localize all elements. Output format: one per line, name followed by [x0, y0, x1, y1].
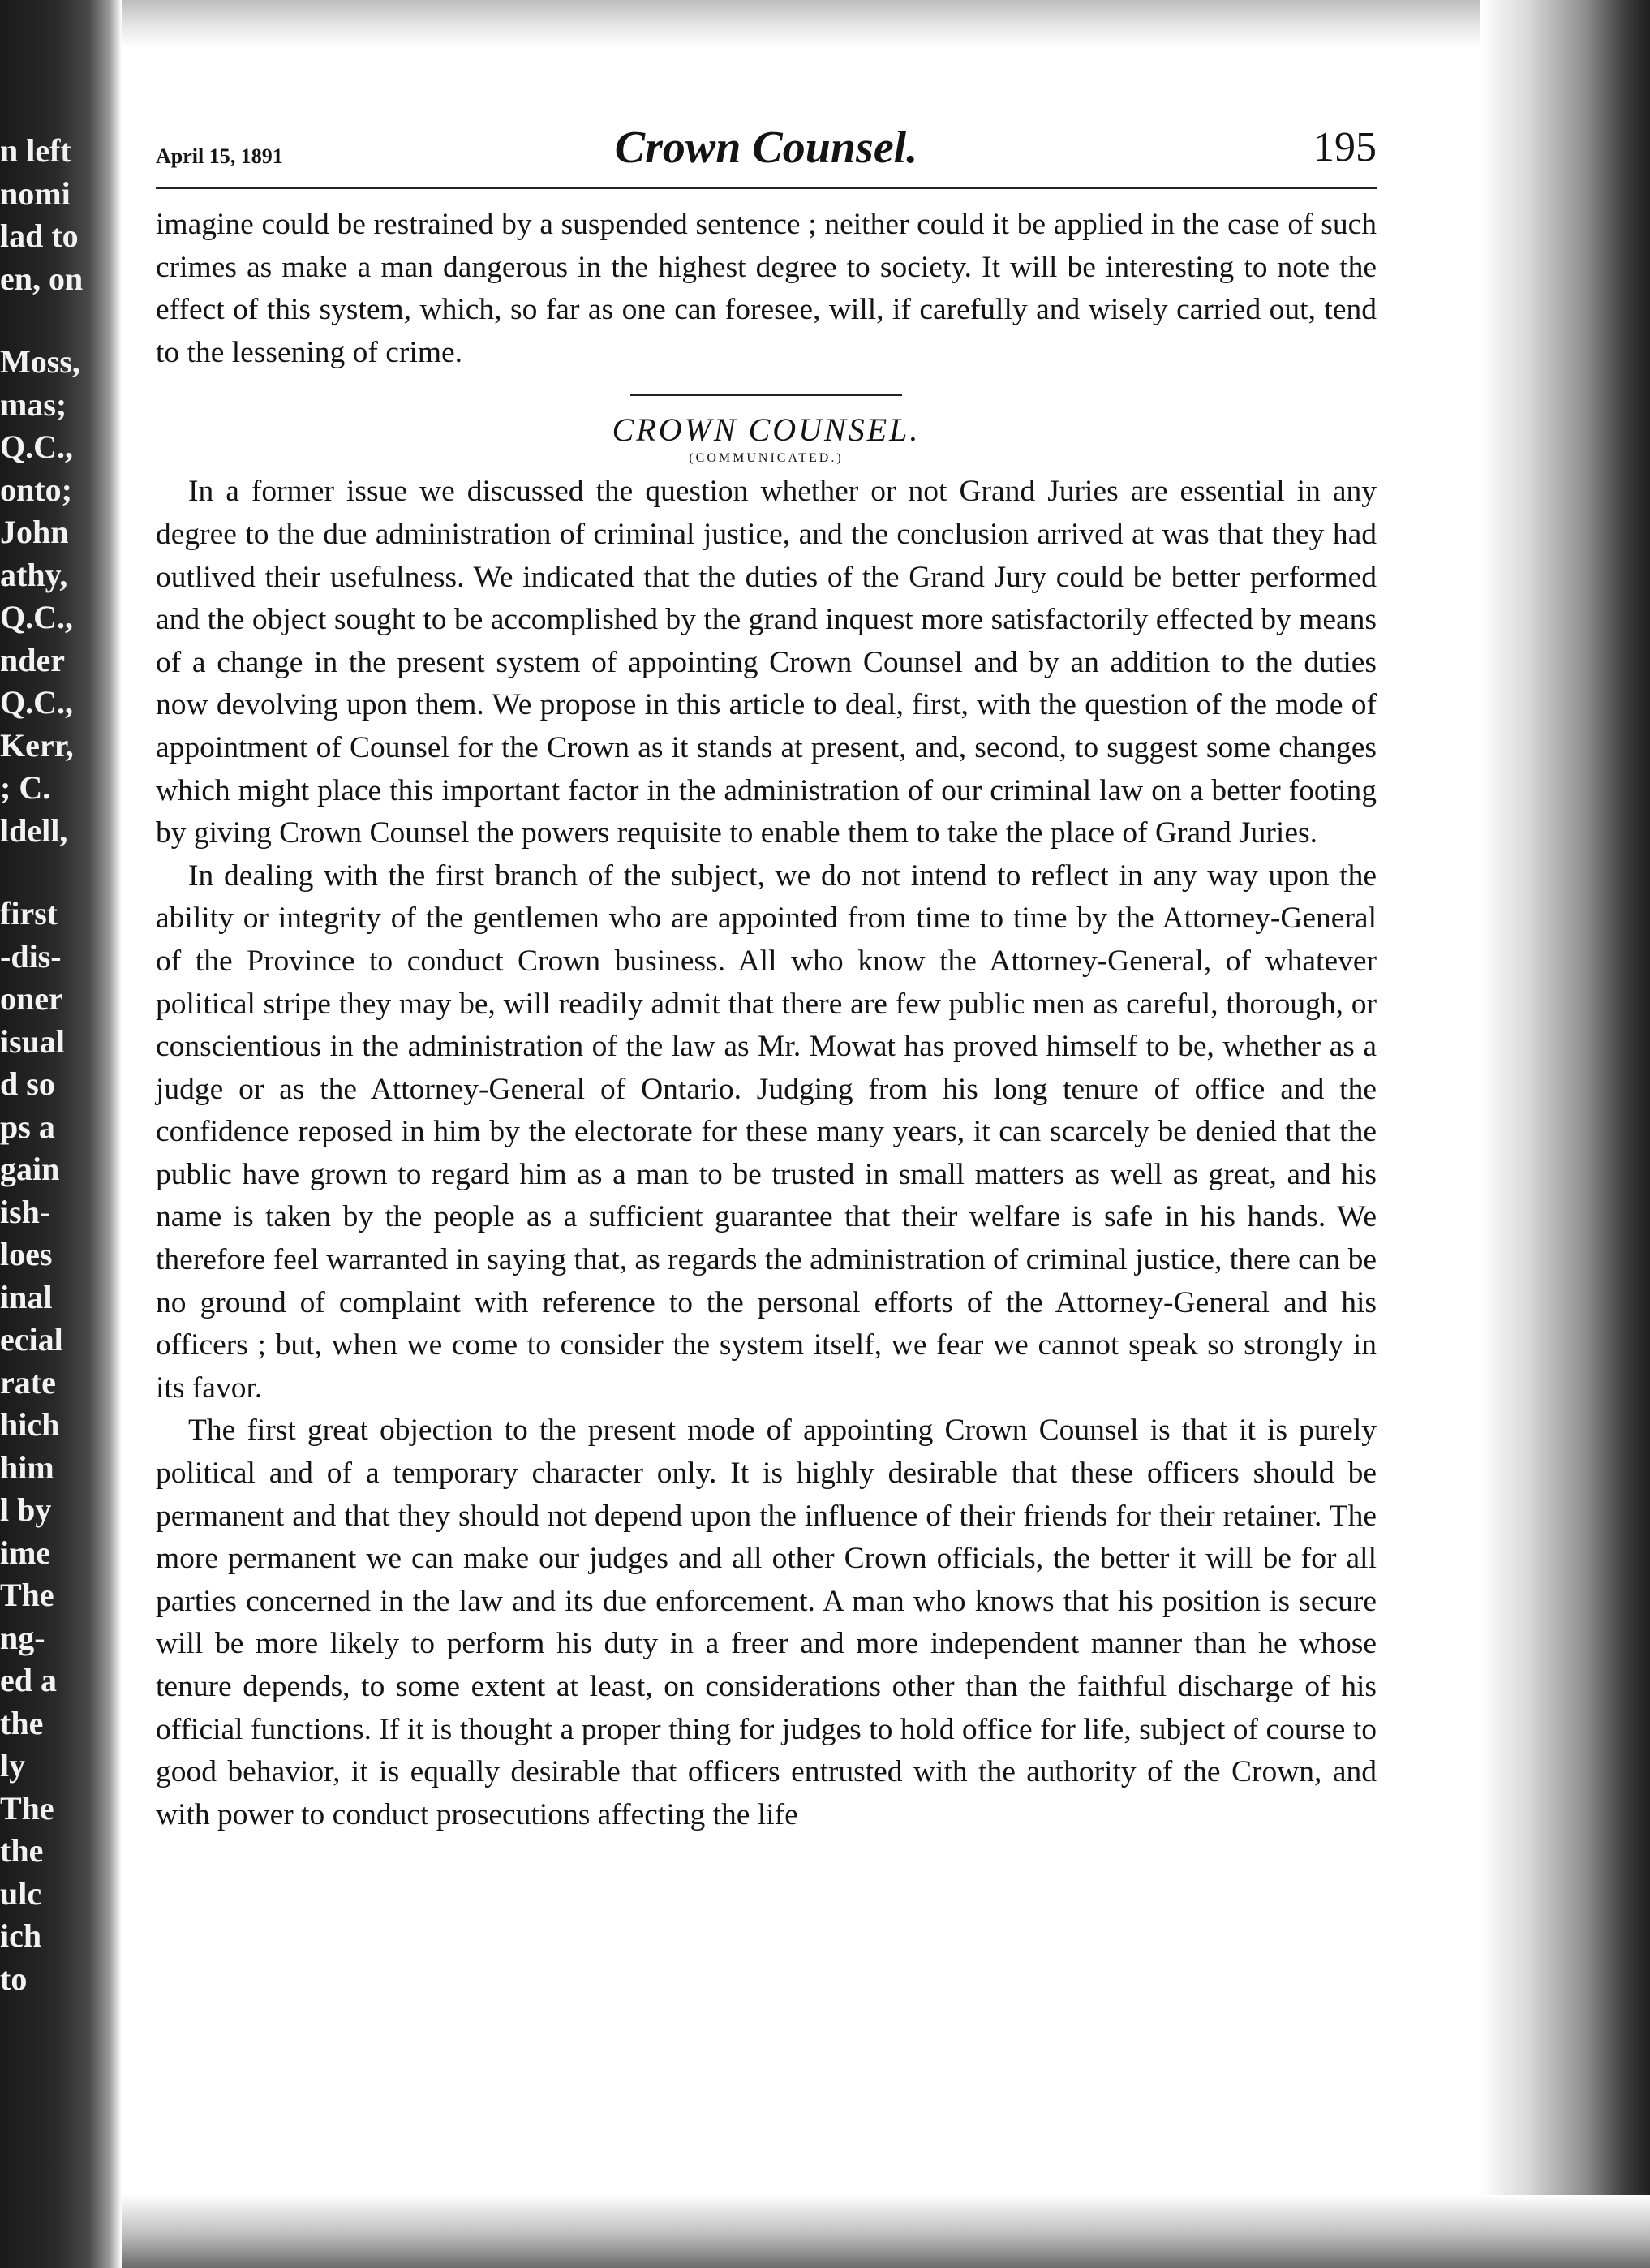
previous-page-text: ng-	[0, 1619, 45, 1656]
page-header	[156, 114, 1377, 179]
previous-page-text: ps a	[0, 1108, 55, 1145]
previous-page-text: The	[0, 1577, 54, 1613]
previous-page-text: first	[0, 895, 58, 932]
scan-edge-top	[122, 0, 1650, 49]
fragment-gap	[0, 300, 105, 341]
previous-page-text: the	[0, 1704, 44, 1741]
body-paragraph: In dealing with the first branch of the subject, we do not intend to reflect in any way upon the ability or integrity of the gentlemen who are appointed from time to time by the Attorney-General of the Province to conduct Crown business. All who know the Attorney-General, of whatever political stripe they may be, will readily admit that there are few public men as careful, thorough, or conscientious in the administration of the law as Mr. Mowat has proved himself to be, whether as a judge or as the Attorney-General of Ontario. Judging from his long tenure of office and the confidence reposed in him by the electorate for these many years, it can scarcely be denied that the public have grown to regard him as a man to be trusted in small matters as well as great, and his name is taken by the people as a sufficient guarantee that their welfare is safe in his hands. We therefore feel warranted in saying that, as regards the administration of criminal justice, there can be no ground of complaint with reference to the personal efforts of the Attorney-General and his officers ; but, when we come to consider the system itself, we fear we cannot speak so strongly in its favor.	[156, 859, 1377, 1405]
previous-page-text: d so	[0, 1065, 55, 1102]
previous-page-text: ; C.	[0, 769, 51, 806]
previous-page-text: mas;	[0, 385, 67, 423]
previous-page-text: en, on	[0, 260, 84, 297]
previous-page-text: ecial	[0, 1321, 63, 1358]
previous-page-text: Moss,	[0, 343, 80, 380]
previous-page-text: nomi	[0, 174, 71, 212]
previous-page-text: Kerr,	[0, 726, 74, 764]
previous-page-text: -dis-	[0, 937, 62, 975]
previous-page-text: ish-	[0, 1193, 51, 1230]
previous-page-text: John	[0, 514, 69, 550]
previous-page-text: oner	[0, 980, 63, 1017]
intro-paragraph: imagine could be restrained by a suspended sentence ; neither could it be applied in the case of such crimes as make a man dangerous in the highest degree to society. It will be interesting to note the effect of this system, which, so far as one can foresee, will, if carefully and wisely carried out, tend to the lessening of crime.	[156, 208, 1377, 369]
previous-page-text: The	[0, 1789, 54, 1827]
section-subtitle: (COMMUNICATED.)	[689, 451, 844, 466]
previous-page-text: lad to	[0, 217, 79, 254]
previous-page-fragment	[0, 130, 105, 2000]
previous-page-text: hich	[0, 1406, 60, 1443]
running-title: Crown Counsel.	[614, 123, 918, 173]
previous-page-text: Q.C.,	[0, 428, 73, 465]
previous-page-text: inal	[0, 1278, 53, 1315]
previous-page-text: isual	[0, 1022, 66, 1060]
scan-edge-bottom	[122, 2195, 1650, 2268]
body-paragraph: In a former issue we discussed the question whether or not Grand Juries are essential in any degree to the due administration of criminal justice, and the conclusion arrived at was that they had outlived their usefulness. We indicated that the duties of the Grand Jury could be better performed and the object sought to be accomplished by the grand inquest more satisfactorily effected by means of a change in the present system of appointing Crown Counsel and by an addition to the duties now devolving upon them. We propose in this article to deal, first, with the question of the mode of appointment of Counsel for the Crown as it stands at present, and, second, to suggest some changes which might place this important factor in the administration of our criminal law on a better footing by giving Crown Counsel the powers requisite to enable them to take the place of Grand Juries.	[156, 475, 1377, 850]
previous-page-text: athy,	[0, 556, 68, 593]
previous-page-text: Q.C.,	[0, 599, 73, 635]
previous-page-text: ly	[0, 1747, 26, 1784]
previous-page-text: loes	[0, 1236, 53, 1272]
previous-page-text: him	[0, 1448, 54, 1486]
document-page	[156, 114, 1377, 1836]
previous-page-text: rate	[0, 1363, 56, 1401]
body-paragraph: The first great objection to the present mode of appointing Crown Counsel is that it is purely political and of a temporary character only. It is highly desirable that these officers should be permanent and that they should not depend upon the influence of their friends for their retainer. The more permanent we can make our judges and all other Crown officials, the better it will be for all parties concerned in the law and its due enforcement. A man who knows that his position is secure will be more likely to perform his duty in a freer and more independent manner than he whose tenure depends, to some extent at least, on considerations other than the faithful discharge of his official functions. If it is thought a proper thing for judges to hold office for life, subject of course to good behavior, it is equally desirable that officers entrusted with the authority of the Crown, and with power to conduct prosecutions affecting the life	[156, 1414, 1377, 1831]
fragment-gap	[0, 852, 105, 893]
previous-page-text: ldell,	[0, 811, 68, 849]
previous-page-text: nder	[0, 641, 65, 678]
page-number: 195	[1313, 124, 1377, 170]
previous-page-text: gain	[0, 1151, 60, 1187]
previous-page-text: onto;	[0, 471, 72, 508]
previous-page-text: ed a	[0, 1662, 57, 1698]
previous-page-text: ulc	[0, 1874, 42, 1912]
previous-page-text: ich	[0, 1917, 42, 1954]
section-title: CROWN COUNSEL.	[612, 411, 921, 449]
previous-page-text: l by	[0, 1491, 52, 1528]
issue-date: April 15, 1891	[156, 144, 283, 168]
previous-page-text: n left	[0, 132, 71, 169]
previous-page-text: the	[0, 1832, 44, 1869]
section-divider	[630, 394, 902, 396]
previous-page-text: to	[0, 1960, 28, 1997]
previous-page-text: ime	[0, 1534, 51, 1571]
scan-edge-right	[1480, 0, 1650, 2268]
header-rule	[156, 187, 1377, 189]
previous-page-text: Q.C.,	[0, 684, 73, 721]
